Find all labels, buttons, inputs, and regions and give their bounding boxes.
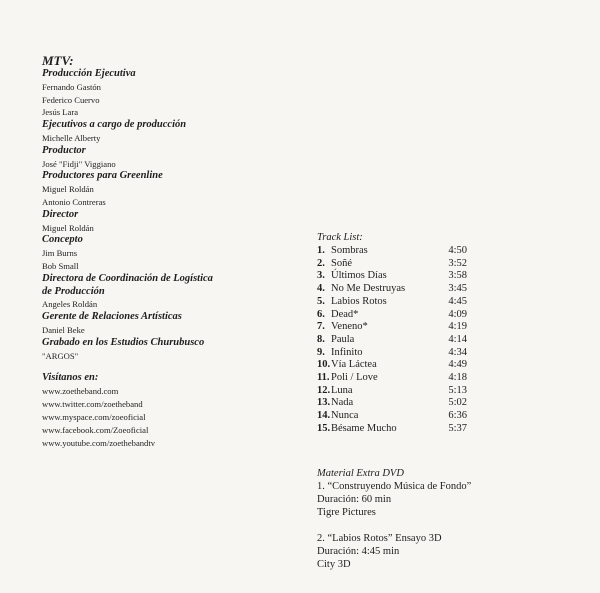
credit-name: Federico Cuervo <box>42 94 100 105</box>
credit-heading: Ejecutivos a cargo de producción <box>42 119 187 131</box>
track-row <box>317 258 467 271</box>
credit-name: Antonio Contreras <box>42 196 106 207</box>
track-num: 1. <box>317 245 325 256</box>
web-links <box>42 372 292 450</box>
track-num: 14. <box>317 410 331 422</box>
credit-heading: Director <box>42 208 79 220</box>
track-duration: 3:52 <box>448 257 467 269</box>
track-duration: 4:19 <box>448 321 467 333</box>
web-link: www.zoetheband.com <box>42 386 119 397</box>
credit-name: Jim Burns <box>42 248 78 259</box>
track-duration: 5:02 <box>448 397 467 409</box>
track-num: 7. <box>317 321 325 333</box>
track-title: Luna <box>331 384 353 396</box>
track-row <box>317 321 467 334</box>
credit-name: Michelle Alberty <box>42 132 101 143</box>
credit-heading: Gerente de Relaciones Artísticas <box>42 311 182 323</box>
track-rows <box>317 245 467 436</box>
track-title: Nada <box>331 397 354 409</box>
web-list <box>42 385 292 450</box>
track-title: Sombras <box>331 245 368 256</box>
track-num: 13. <box>317 397 331 409</box>
credit-heading: de Producción <box>42 285 105 297</box>
track-num: 11. <box>317 372 330 384</box>
track-duration: 5:13 <box>448 384 467 396</box>
track-title: Infinito <box>331 346 363 358</box>
track-title: Bésame Mucho <box>331 422 397 434</box>
track-row <box>317 423 467 436</box>
track-title: Nunca <box>331 410 359 422</box>
track-duration: 3:58 <box>448 270 467 282</box>
credit-sections <box>42 68 292 362</box>
track-row <box>317 410 467 423</box>
track-duration: 5:37 <box>448 422 467 434</box>
extra-item2-title: 2. “Labios Rotos” Ensayo 3D <box>317 533 442 544</box>
track-title: Últimos Días <box>331 270 387 282</box>
track-row <box>317 245 467 258</box>
credit-name: José "Fidji" Viggiano <box>42 158 116 169</box>
track-list-heading: Track List: <box>317 232 363 243</box>
web-link: www.myspace.com/zoeoficial <box>42 412 146 423</box>
track-num: 6. <box>317 308 325 320</box>
extra-item1-title: 1. “Construyendo Música de Fondo” <box>317 481 472 492</box>
track-title: Labios Rotos <box>331 295 387 307</box>
track-duration: 3:45 <box>448 283 467 295</box>
credit-heading: Productores para Greenline <box>42 170 163 182</box>
track-num: 2. <box>317 257 325 269</box>
track-num: 15. <box>317 422 331 434</box>
web-link: www.youtube.com/zoethebandtv <box>42 438 156 449</box>
extra-dvd-heading: Material Extra DVD <box>317 468 404 479</box>
track-title: No Me Destruyas <box>331 283 406 295</box>
track-num: 12. <box>317 384 331 396</box>
credit-name: "ARGOS" <box>42 350 79 361</box>
web-link: www.facebook.com/Zoeoficial <box>42 425 149 436</box>
track-title: Veneno* <box>331 321 368 333</box>
track-list <box>317 231 467 436</box>
track-duration: 4:49 <box>448 359 467 371</box>
track-row <box>317 283 467 296</box>
track-title: Vía Láctea <box>331 359 377 371</box>
track-row <box>317 334 467 347</box>
track-row <box>317 385 467 398</box>
track-duration: 4:18 <box>448 372 467 384</box>
track-duration: 4:09 <box>448 308 467 320</box>
track-num: 3. <box>317 270 325 282</box>
credit-name: Fernando Gastón <box>42 81 101 92</box>
extra-item2-duration: Duración: 4:45 min <box>317 546 400 557</box>
track-title: Poli / Love <box>331 372 378 384</box>
extra-dvd <box>317 467 537 571</box>
track-row <box>317 359 467 372</box>
track-row <box>317 347 467 360</box>
credit-heading: Producción Ejecutiva <box>42 68 136 79</box>
credit-name: Miguel Roldán <box>42 222 94 233</box>
credit-heading: Concepto <box>42 234 83 246</box>
track-num: 4. <box>317 283 325 295</box>
extra-item1-credit: Tigre Pictures <box>317 507 376 518</box>
track-row <box>317 309 467 322</box>
web-heading: Visítanos en: <box>42 372 99 384</box>
web-link: www.twitter.com/zoetheband <box>42 399 143 410</box>
track-num: 10. <box>317 359 331 371</box>
credit-name: Angeles Roldán <box>42 299 98 310</box>
credit-name: Bob Small <box>42 260 79 271</box>
track-row <box>317 397 467 410</box>
credit-heading: Productor <box>42 144 86 156</box>
track-num: 5. <box>317 295 325 307</box>
track-row <box>317 372 467 385</box>
track-title: Paula <box>331 333 355 345</box>
track-duration: 6:36 <box>448 410 467 422</box>
track-title: Soñé <box>331 257 352 269</box>
credit-heading: Grabado en los Estudios Churubusco <box>42 336 205 348</box>
track-duration: 4:34 <box>448 346 467 358</box>
track-row <box>317 296 467 309</box>
extra-item1-duration: Duración: 60 min <box>317 494 392 505</box>
mtv-heading: MTV: <box>42 53 74 68</box>
credit-name: Miguel Roldán <box>42 184 94 195</box>
extra-item2-credit: City 3D <box>317 559 351 570</box>
track-duration: 4:50 <box>448 245 467 256</box>
track-num: 9. <box>317 346 325 358</box>
track-title: Dead* <box>331 308 359 320</box>
track-num: 8. <box>317 333 325 345</box>
credit-name: Jesús Lara <box>42 107 79 118</box>
credits-column <box>42 53 292 450</box>
track-duration: 4:45 <box>448 295 467 307</box>
credit-name: Daniel Beke <box>42 324 85 335</box>
track-row <box>317 270 467 283</box>
track-duration: 4:14 <box>448 333 467 345</box>
credit-heading: Directora de Coordinación de Logística <box>42 272 213 284</box>
